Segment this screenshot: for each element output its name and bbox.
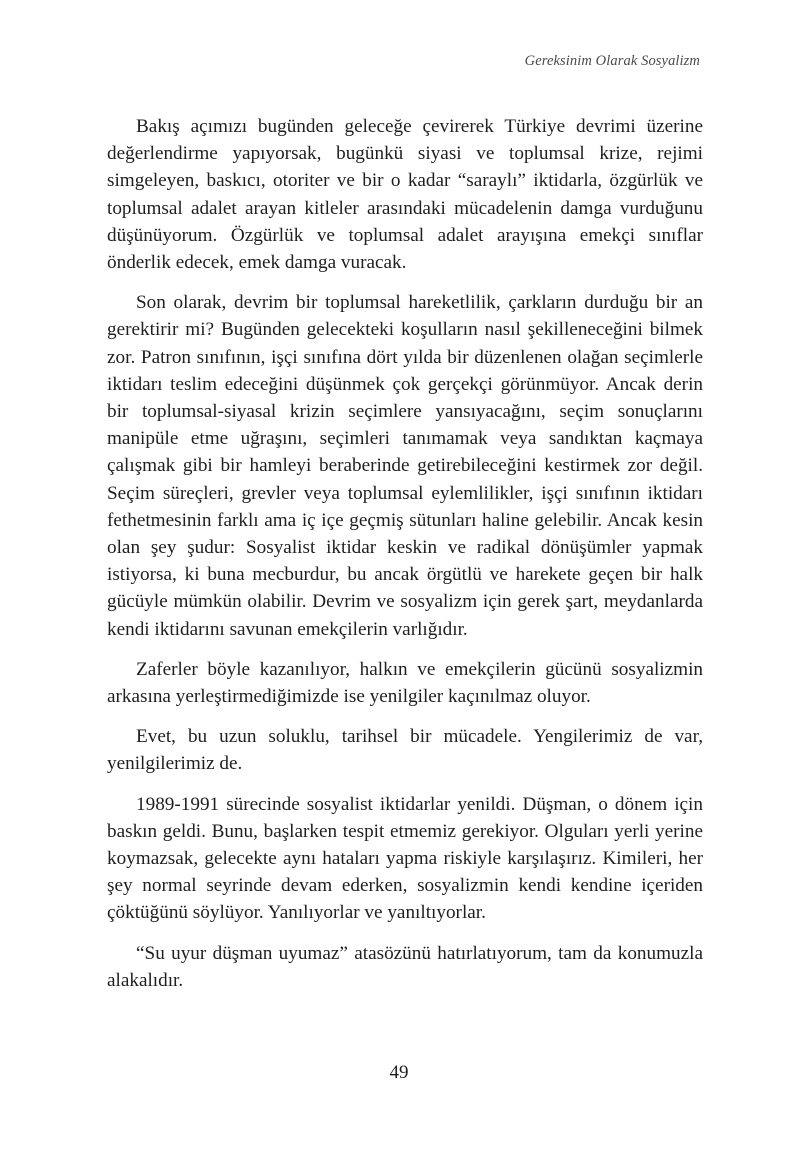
paragraph: Evet, bu uzun soluklu, tarihsel bir mücadele. Yengilerimiz de var, yenilgilerimiz de.: [107, 726, 703, 775]
paragraph: Zaferler böyle kazanılıyor, halkın ve emekçilerin gücünü sosyalizmin arkasına yerleştirmediğimizde ise yenilgiler kaçınılmaz oluyor.: [107, 658, 703, 708]
paragraph: Bakış açımızı bugünden geleceğe çevirerek Türkiye devrimi üzerine değerlendirme yapıyorsak, bugünkü siyasi ve toplumsal krize, rejimi simgeleyen, baskıcı, otoriter ve bir o kadar “saraylı” iktidarla, özgürlük ve toplumsal adalet arayan kitleler arasındaki mücadelenin damga vurduğunu düşünüyorum. Özgürlük ve toplumsal adalet arayışına emekçi sınıflar önderlik edecek, emek damga vuracak.: [107, 116, 703, 274]
paragraph: Son olarak, devrim bir toplumsal hareketlilik, çarkların durduğu bir an gerektirir mi? Bugünden gelecekteki koşulların nasıl şekilleneceğini bilmek zor. Patron sınıfının, işçi sınıfına dört yılda bir düzenlenen olağan seçimlerle iktidarı teslim edeceğini düşünmek çok gerçekçi görünmüyor. Ancak derin bir toplumsal-siyasal krizin seçimlere yansıyacağını, seçim sonuçlarını manipüle etme uğraşını, seçimleri tanımamak veya sandıktan kaçmaya çalışmak gibi bir hamleyi beraberinde getirebileceğini kestirmek zor değil. Seçim süreçleri, grevler veya toplumsal eylemlilikler, işçi sınıfının iktidarı fethetmesinin farklı ama iç içe geçmiş sütunları haline gelebilir. Ancak kesin olan şey şudur: Sosyalist iktidar keskin ve radikal dönüşümler yapmak istiyorsa, ki buna mecburdur, bu ancak örgütlü ve harekete geçen bir halk gücüyle mümkün olabilir. Devrim ve sosyalizm için gerek şart, meydanlarda kendi iktidarını savunan emekçilerin varlığıdır.: [107, 292, 703, 640]
paragraph: 1989-1991 sürecinde sosyalist iktidarlar yenildi. Düşman, o dönem için baskın geldi. Bunu, başlarken tespit etmemiz gerekiyor. Olguları yerli yerine koymazsak, gelecekte aynı hataları yapma riskiyle karşılaşırız. Kimileri, her şey normal seyrinde devam ederken, sosyalizmin kendi kendine içeriden çöktüğünü söylüyor. Yanılıyorlar ve yanıltıyorlar.: [107, 793, 703, 924]
page-number: 49: [389, 1062, 409, 1083]
paragraph: “Su uyur düşman uyumaz” atasözünü hatırlatıyorum, tam da konumuzla alakalıdır.: [107, 942, 703, 991]
body-text: [107, 113, 703, 1007]
running-header: Gereksinim Olarak Sosyalizm: [524, 53, 700, 69]
